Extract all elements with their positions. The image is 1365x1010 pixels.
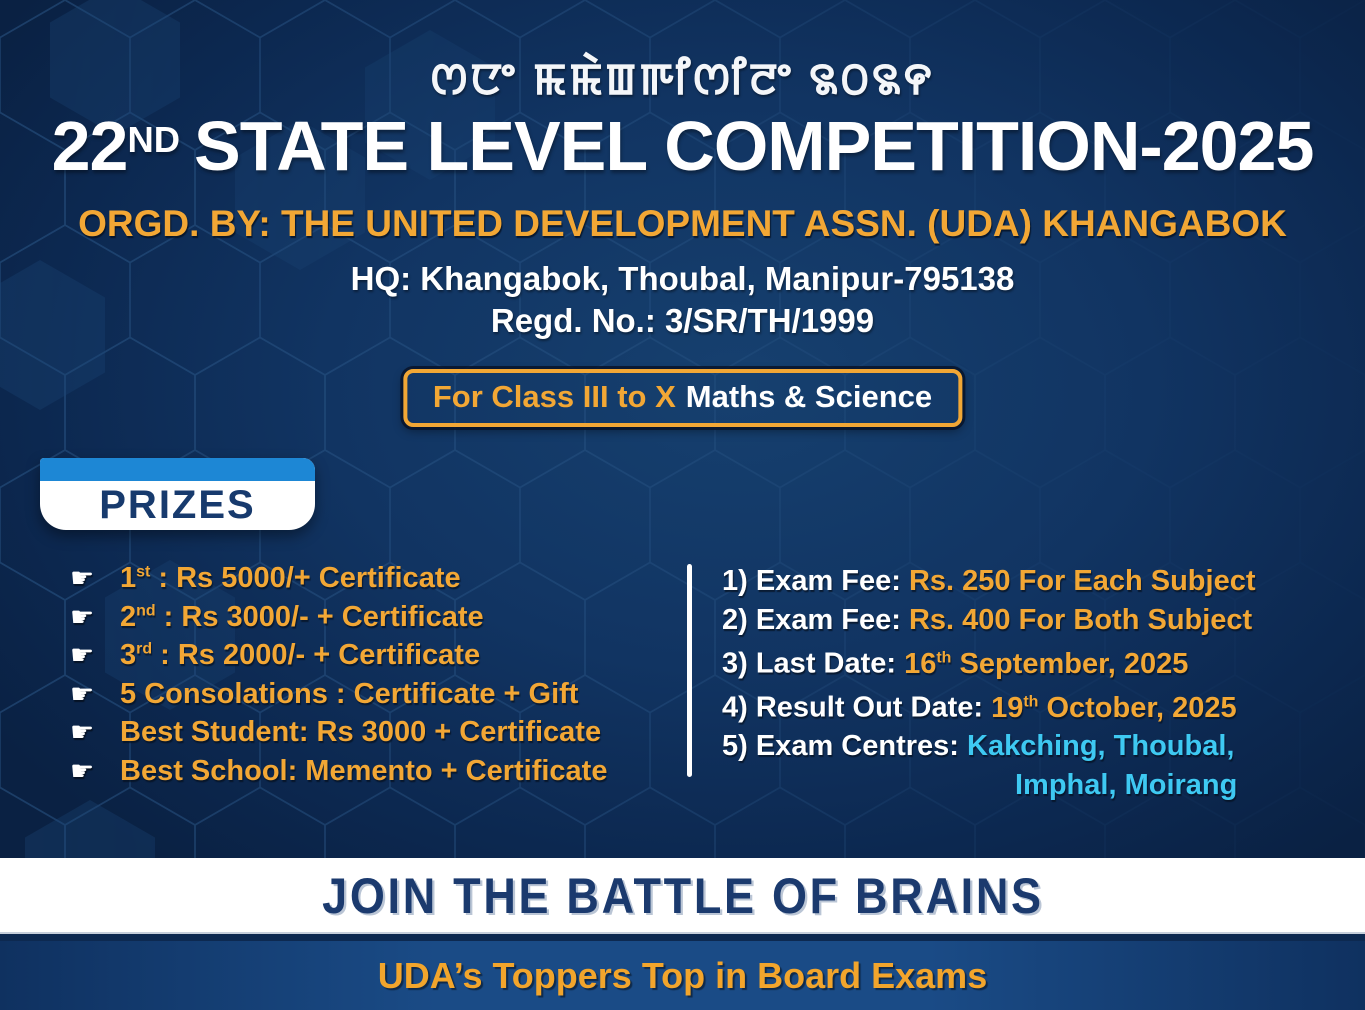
prize-item [70,716,607,755]
class-subject-banner [403,369,962,427]
pointing-hand-icon: ☛ [70,601,95,632]
hq-line: HQ: Khangabok, Thoubal, Manipur-795138 [350,260,1015,297]
detail-item [722,601,1256,640]
prize-item [70,678,607,717]
title-number: 22 [51,107,128,185]
detail-item [722,639,1256,683]
detail-value-line2: Imphal, Moirang [1015,768,1238,801]
class-range-text: For Class III to X [432,379,676,414]
subjects-text: Maths & Science [685,379,933,414]
meetei-script-line: ꯁꯅꯦ ꯃꯃꯥꯡꯒꯤꯁꯤꯂꯦ ꯲꯰꯲꯵ [430,55,935,104]
prizes-header-label: PRIZES [99,483,256,527]
join-band-text: JOIN THE BATTLE OF BRAINS [321,868,1044,924]
detail-label: 1) Exam Fee: [722,565,909,597]
detail-item [722,727,1256,804]
prize-item [70,639,607,678]
pointing-hand-icon: ☛ [70,755,95,786]
pointing-hand-icon: ☛ [70,640,95,670]
prizes-header-stripe [40,458,315,481]
detail-value: 16th September, 2025 [904,647,1189,680]
detail-value: Kakching, Thoubal, [967,730,1235,763]
prize-text: 2nd : Rs 3000/- + Certificate [120,600,484,633]
tagline-band [0,934,1365,1010]
detail-label: 3) Last Date: [722,647,905,680]
prize-text: 5 Consolations : Certificate + Gift [120,677,579,710]
prizes-header-box [40,458,315,530]
detail-value: Rs. 400 For Both Subject [908,603,1253,636]
column-divider [687,564,692,777]
registration-line: Regd. No.: 3/SR/TH/1999 [490,302,875,339]
main-title [0,106,1365,186]
prize-text: Best School: Memento + Certificate [120,754,608,787]
details-list [722,562,1256,804]
pointing-hand-icon: ☛ [70,563,95,593]
organizer-line: ORGD. BY: THE UNITED DEVELOPMENT ASSN. (UDA) KHANGABOK [78,203,1287,244]
detail-label: 5) Exam Centres: [722,730,967,763]
title-ordinal: ND [127,118,180,160]
detail-label: 4) Result Out Date: [722,691,992,724]
detail-item [722,562,1256,601]
prize-text: Best Student: Rs 3000 + Certificate [120,716,602,748]
detail-value: Rs. 250 For Each Subject [908,565,1256,597]
join-band [0,858,1365,934]
pointing-hand-icon: ☛ [70,678,95,709]
detail-value: 19th October, 2025 [991,691,1237,724]
prize-list [70,562,607,793]
tagline-text: UDA’s Toppers Top in Board Exams [377,954,988,996]
pointing-hand-icon: ☛ [70,717,95,747]
title-text: STATE LEVEL COMPETITION-2025 [194,107,1314,185]
prize-item [70,755,607,794]
prize-item [70,601,607,640]
detail-label: 2) Exam Fee: [722,603,909,636]
prize-text: 3rd : Rs 2000/- + Certificate [120,639,481,671]
detail-item [722,683,1256,727]
prize-text: 1st : Rs 5000/+ Certificate [120,562,461,594]
prize-item [70,562,607,601]
